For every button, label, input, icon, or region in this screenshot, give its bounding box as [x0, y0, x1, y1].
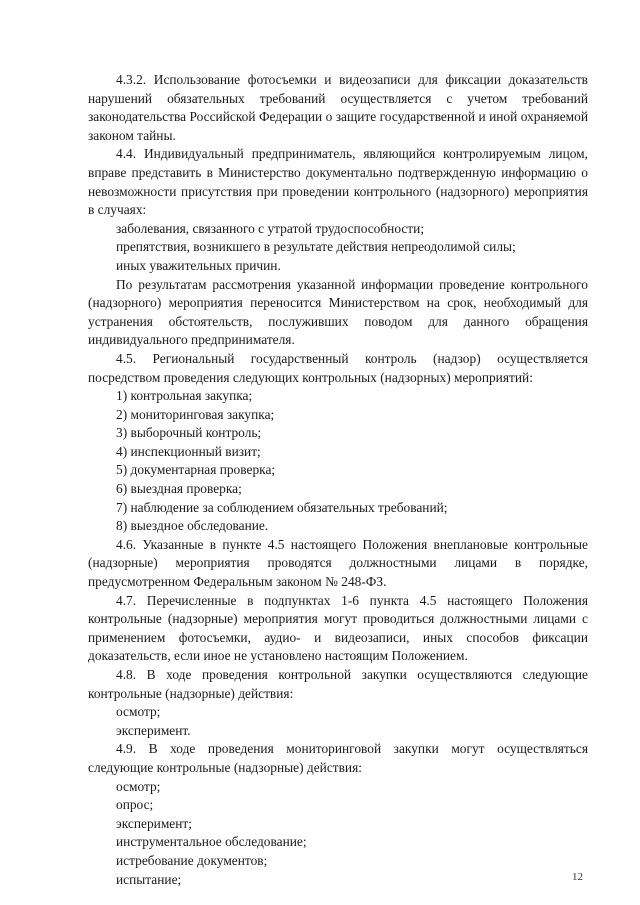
paragraph-4-9: 4.9. В ходе проведения мониторинговой закупки могут осуществляться следующие контрольные (надзорные) действия:: [88, 741, 588, 775]
paragraph-4-6: 4.6. Указанные в пункте 4.5 настоящего Положения внеплановые контрольные (надзорные) мероприятия проводятся должностными лицами в порядке, предусмотренном Федеральным законом № 248-ФЗ.: [88, 536, 588, 590]
list-item: 1) контрольная закупка;: [116, 388, 253, 404]
document-body: [88, 71, 588, 889]
paragraph-4-7: 4.7. Перечисленные в подпунктах 1-6 пункта 4.5 настоящего Положения контрольные (надзорные) мероприятия могут проводиться должностными лицами с применением фотосъемки, аудио- и видеозаписи, иных способов фиксации доказательств, если иное не установлено настоящим Положением.: [88, 592, 588, 664]
list-item: эксперимент;: [116, 815, 192, 831]
list-item: осмотр;: [116, 778, 161, 794]
list-item: инструментальное обследование;: [116, 834, 307, 850]
list-item: заболевания, связанного с утратой трудоспособности;: [116, 220, 425, 236]
list-item: 7) наблюдение за соблюдением обязательных требований;: [116, 499, 448, 515]
list-item: 3) выборочный контроль;: [116, 425, 262, 441]
list-item: опрос;: [116, 797, 154, 813]
list-item: 6) выездная проверка;: [116, 481, 242, 497]
list-item: 2) мониторинговая закупка;: [116, 406, 275, 422]
page-number: 12: [572, 871, 583, 883]
paragraph-4-4-result: По результатам рассмотрения указанной информации проведение контрольного (надзорного) мероприятия переносится Министерством на срок, необходимый для устранения обстоятельств, послуживших поводом для данного обращения индивидуального предпринимателя.: [88, 276, 588, 348]
paragraph-4-8: 4.8. В ходе проведения контрольной закупки осуществляются следующие контрольные (надзорные) действия:: [88, 667, 588, 701]
list-item: 4) инспекционный визит;: [116, 443, 261, 459]
paragraph-4-3-2: 4.3.2. Использование фотосъемки и видеозаписи для фиксации доказательств нарушений обязательных требований осуществляется с учетом требований законодательства Российской Федерации о защите государственной и иной охраняемой законом тайны.: [88, 72, 588, 143]
list-item: 5) документарная проверка;: [116, 462, 276, 478]
paragraph-4-4: 4.4. Индивидуальный предприниматель, являющийся контролируемым лицом, вправе представить в Министерство документально подтвержденную информацию о невозможности присутствия при проведении контрольного (надзорного) мероприятия в случаях:: [88, 146, 588, 218]
list-item: 8) выездное обследование.: [116, 518, 269, 534]
list-item: препятствия, возникшего в результате действия непреодолимой силы;: [116, 239, 516, 255]
paragraph-4-5: 4.5. Региональный государственный контроль (надзор) осуществляется посредством проведения следующих контрольных (надзорных) мероприятий:: [88, 350, 588, 385]
list-item: эксперимент.: [116, 722, 191, 738]
list-item: осмотр;: [116, 704, 161, 720]
list-item: истребование документов;: [116, 852, 268, 868]
list-item: иных уважительных причин.: [116, 257, 281, 273]
list-item: испытание;: [116, 871, 182, 887]
